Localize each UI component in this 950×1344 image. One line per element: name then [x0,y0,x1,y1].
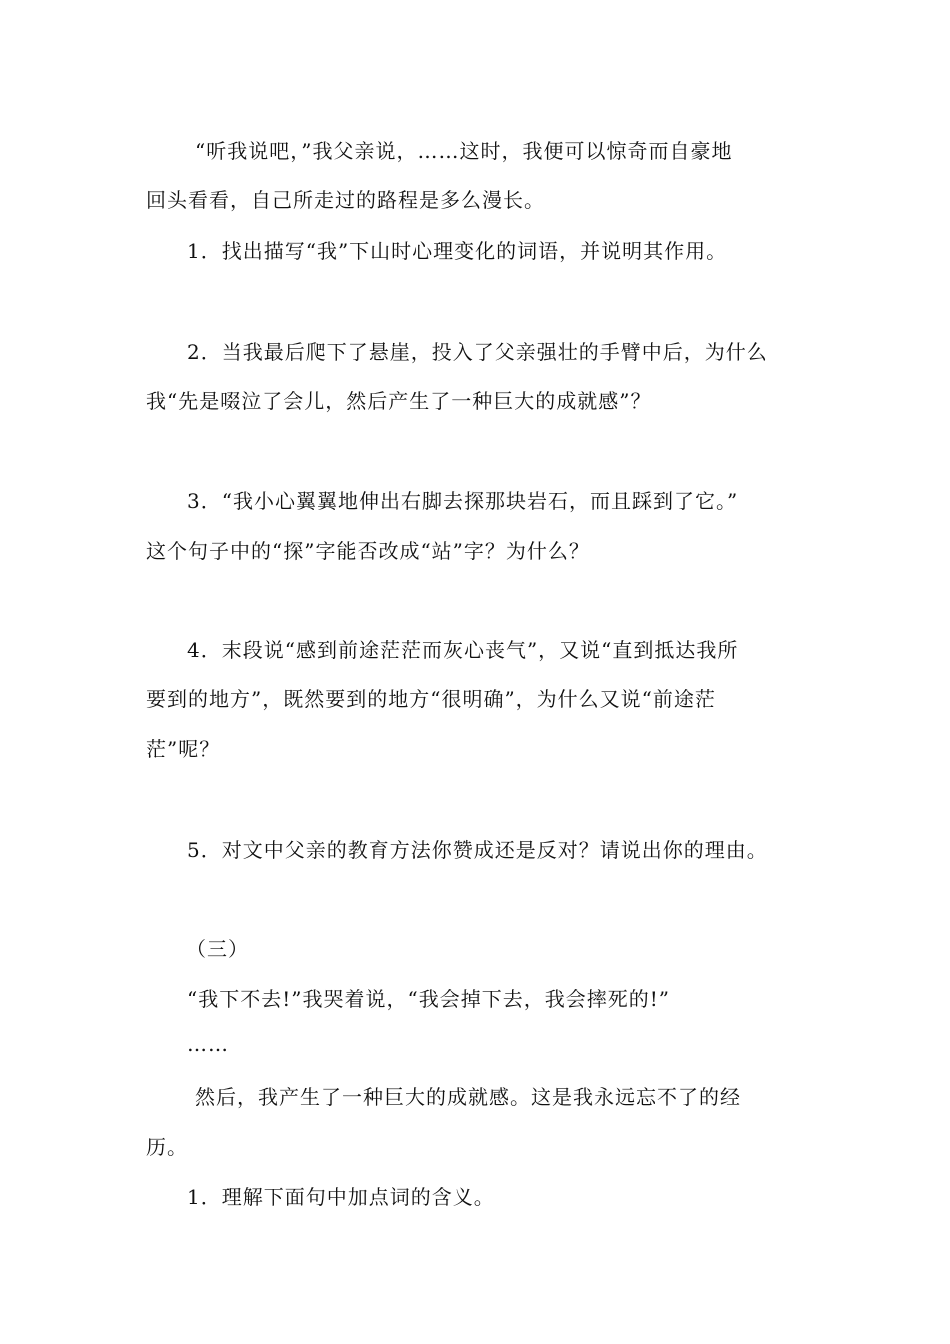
question-4-continued: 茫”呢？ [146,737,221,761]
passage-line: 然后，我产生了一种巨大的成就感。这是我永远忘不了的经 [195,1085,741,1109]
question-1: 1．找出描写“我”下山时心理变化的词语，并说明其作用。 [187,239,728,263]
ellipsis: …… [187,1032,229,1056]
question-3: 3．“我小心翼翼地伸出右脚去探那块岩石，而且踩到了它。” [187,489,739,513]
passage-line: 回头看看，自己所走过的路程是多么漫长。 [146,188,545,212]
question-2-continued: 我“先是啜泣了会儿，然后产生了一种巨大的成就感”？ [146,389,652,413]
passage-quote: “我下不去!”我哭着说，“我会掉下去，我会摔死的!” [187,987,670,1011]
question-4: 4．末段说“感到前途茫茫而灰心丧气”，又说“直到抵达我所 [187,638,739,662]
passage-line: “听我说吧，”我父亲说，……这时，我便可以惊奇而自豪地 [195,139,733,163]
section-heading: （三） [186,937,249,961]
question-5: 5．对文中父亲的教育方法你赞成还是反对？请说出你的理由。 [187,838,768,862]
question-2: 2．当我最后爬下了悬崖，投入了父亲强壮的手臂中后，为什么 [187,340,768,364]
question-1: 1．理解下面句中加点词的含义。 [187,1185,495,1209]
question-3-continued: 这个句子中的“探”字能否改成“站”字？为什么？ [146,539,590,563]
question-4-continued: 要到的地方”，既然要到的地方“很明确”，为什么又说“前途茫 [146,687,716,711]
passage-line: 历。 [146,1135,188,1159]
